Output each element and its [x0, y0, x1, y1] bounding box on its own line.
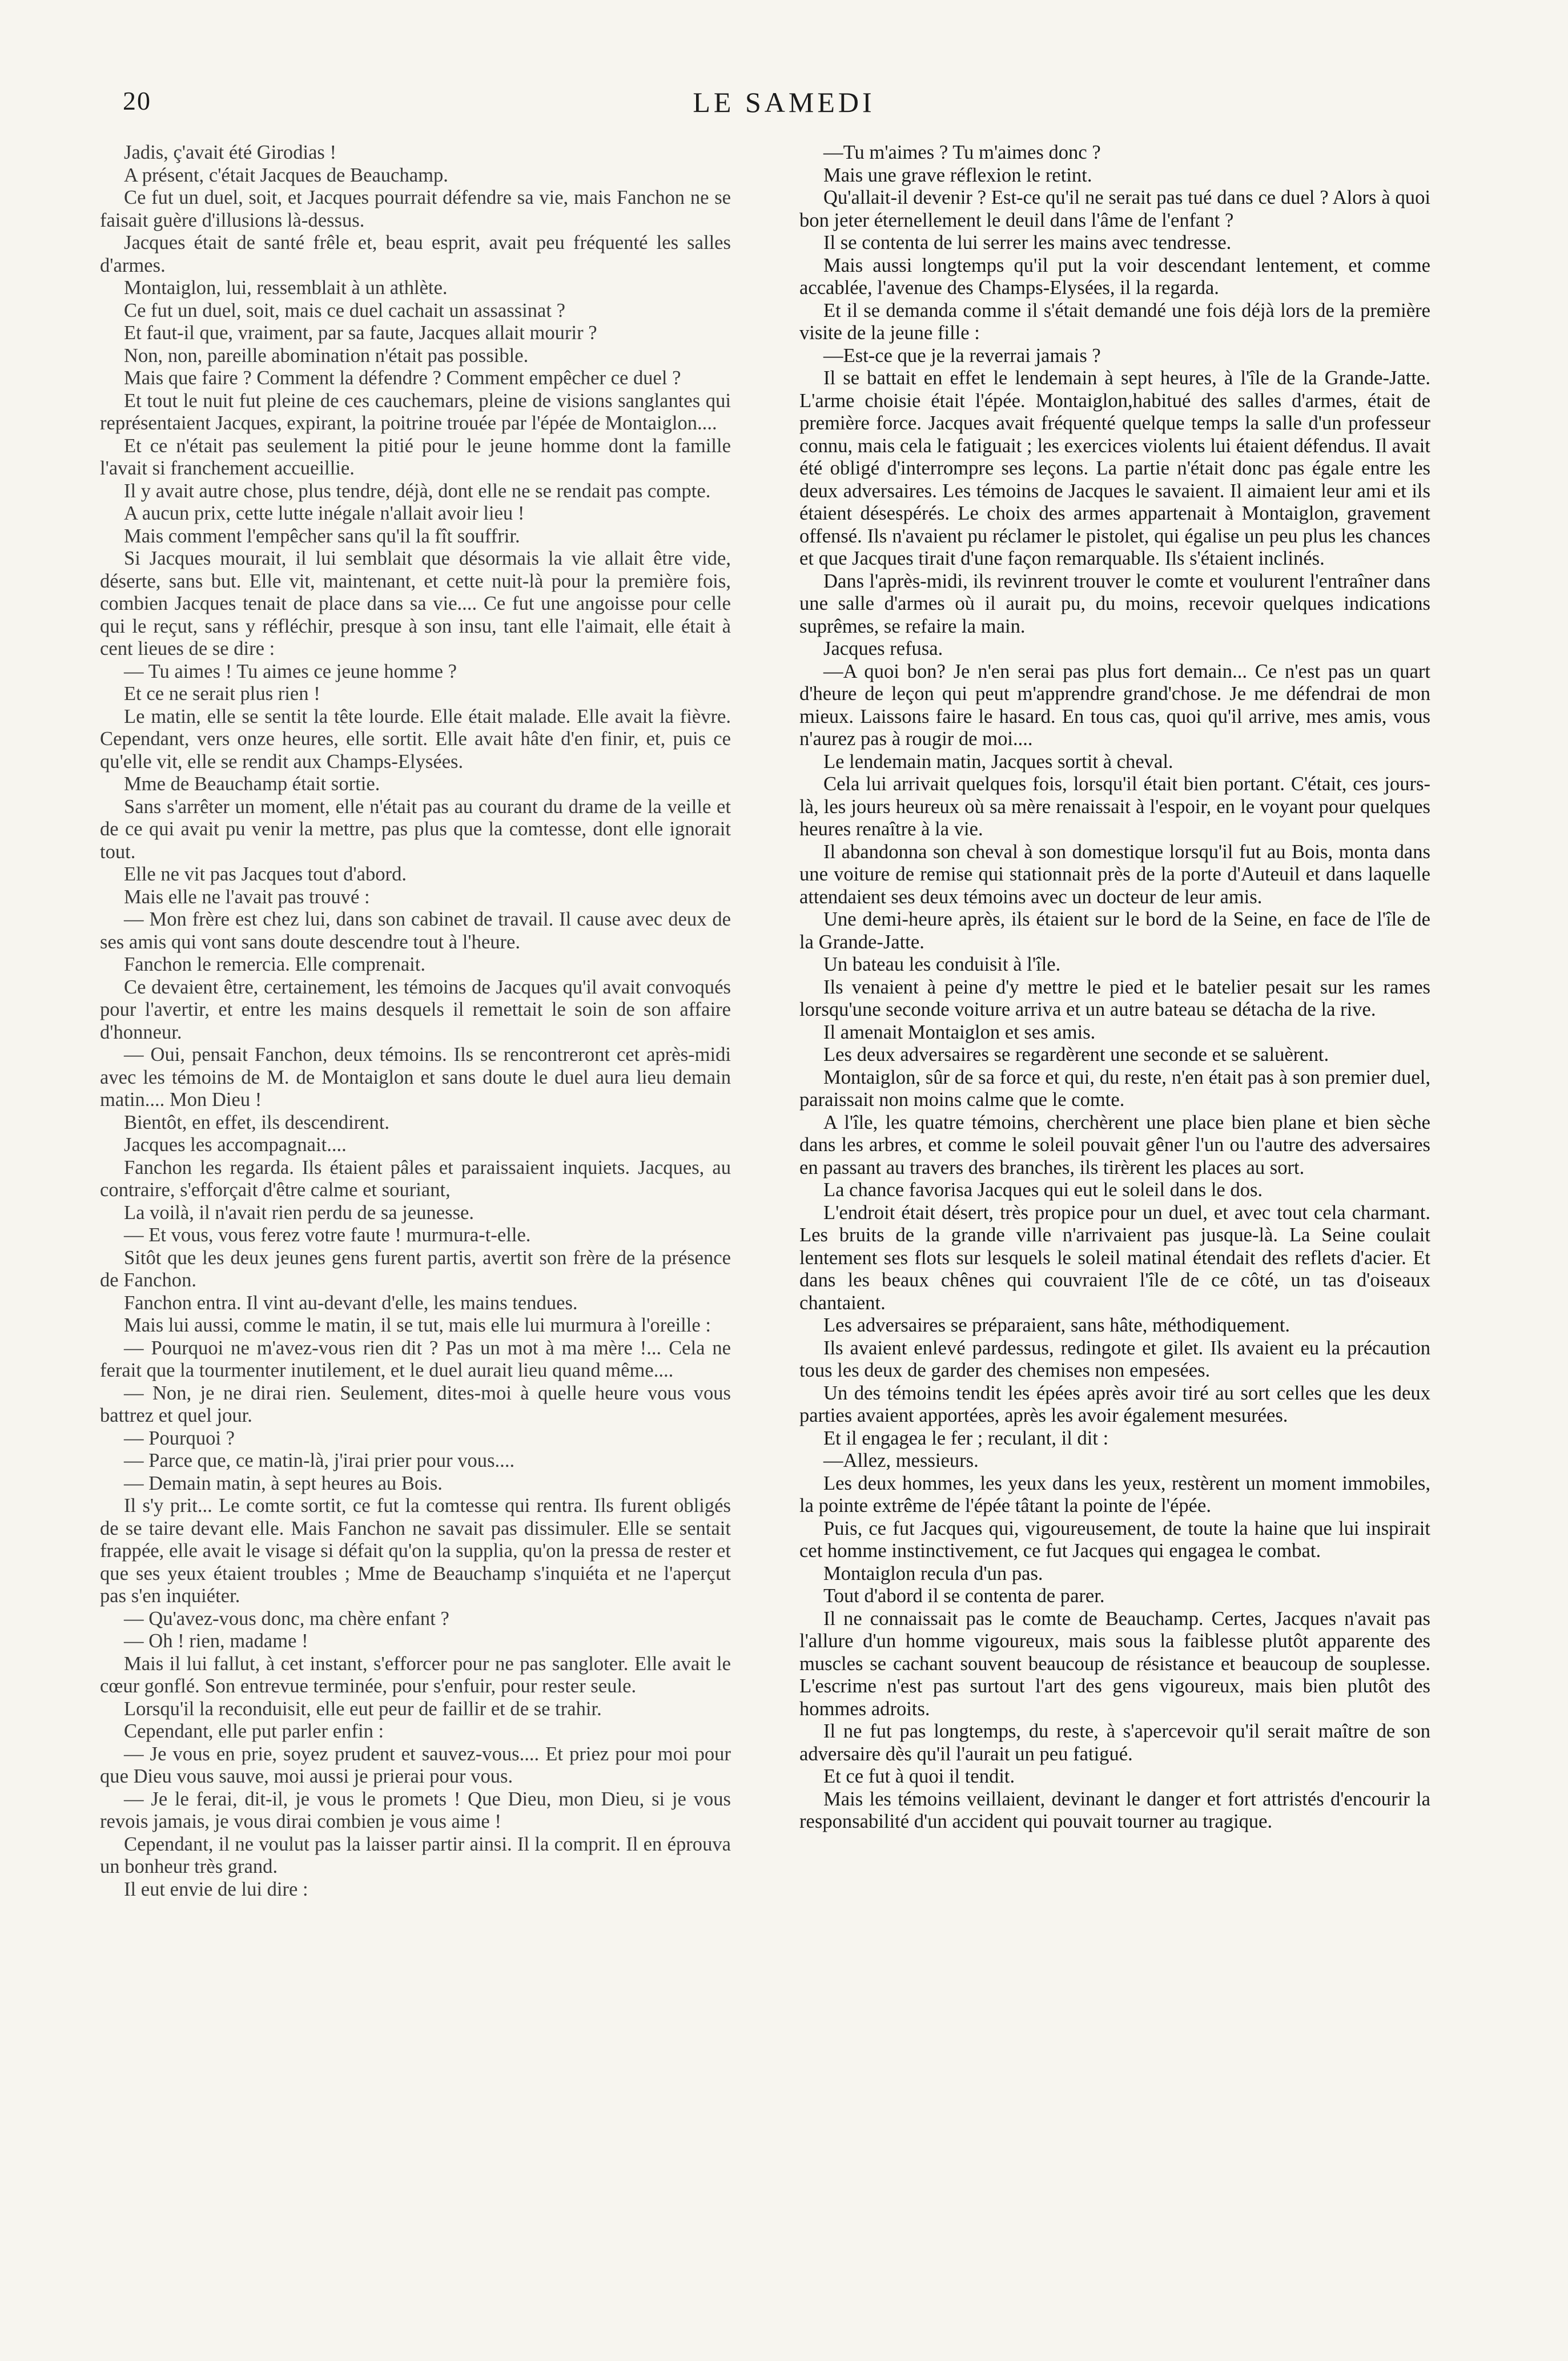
paragraph: Il s'y prit... Le comte sortit, ce fut la comtesse qui rentra. Ils furent obligés de se taire devant elle. Mais Fanchon ne savait pas dissimuler. Elle se sentait frappée, elle avait le visage si défait qu'on la supplia, qu'on la pressa de rester et que ses yeux étaient troubles ; Mme de Beauchamp s'inquiéta et ne l'aperçut pas s'en inquiéter.: [100, 1495, 731, 1607]
paragraph: — Et vous, vous ferez votre faute ! murmura-t-elle.: [124, 1224, 531, 1246]
paragraph: La voilà, il n'avait rien perdu de sa jeunesse.: [124, 1201, 475, 1224]
paragraph: A présent, c'était Jacques de Beauchamp.: [124, 164, 448, 186]
paragraph: Lorsqu'il la reconduisit, elle eut peur de faillir et de se trahir.: [124, 1698, 602, 1720]
paragraph: — Tu aimes ! Tu aimes ce jeune homme ?: [124, 660, 457, 682]
paragraph: Mais que faire ? Comment la défendre ? Comment empêcher ce duel ?: [124, 367, 681, 389]
paragraph: La chance favorisa Jacques qui eut le soleil dans le dos.: [823, 1179, 1263, 1201]
paragraph: A l'île, les quatre témoins, cherchèrent une place bien plane et bien sèche dans les arbres, et comme le soleil pouvait gêner l'un ou l'autre des adversaires en passant au travers des branches, ils tirèrent les places au sort.: [799, 1111, 1430, 1179]
paragraph: Ils avaient enlevé pardessus, redingote et gilet. Ils avaient eu la précaution tous les deux de garder des chemises non empesées.: [799, 1337, 1430, 1381]
paragraph: Cependant, il ne voulut pas la laisser partir ainsi. Il la comprit. Il en éprouva un bonheur très grand.: [100, 1833, 731, 1877]
paragraph: Jacques les accompagnait....: [124, 1134, 347, 1156]
paragraph: —Tu m'aimes ? Tu m'aimes donc ?: [823, 142, 1101, 163]
paragraph: Les adversaires se préparaient, sans hâte, méthodiquement.: [823, 1314, 1290, 1336]
paragraph: L'endroit était désert, très propice pour un duel, et avec tout cela charmant. Les bruits de la grande ville n'arrivaient pas jusque-là. La Seine coulait lentement ses flots sur lesquels le soleil matinal étendait des reflets d'acier. Et dans les beaux chênes qui couvraient l'île de ce côté, un tas d'oiseaux chantaient.: [799, 1201, 1430, 1314]
paragraph: Fanchon le remercia. Elle comprenait.: [124, 954, 426, 975]
paragraph: Mais elle ne l'avait pas trouvé :: [124, 886, 370, 908]
paragraph: Les deux adversaires se regardèrent une seconde et se saluèrent.: [823, 1044, 1329, 1065]
paragraph: Le lendemain matin, Jacques sortit à cheval.: [823, 750, 1173, 773]
paragraph: Le matin, elle se sentit la tête lourde. Elle était malade. Elle avait la fièvre. Cependant, vers onze heures, elle sortit. Elle avait hâte d'en finir, et, puis ce qu'elle vit, elle se rendit aux Champs-Elysées.: [100, 705, 731, 773]
left-text-column: [100, 142, 731, 1901]
paragraph: Et tout le nuit fut pleine de ces cauchemars, pleine de visions sanglantes qui représentaient Jacques, expirant, la poitrine trouée par l'épée de Montaiglon....: [100, 389, 731, 434]
paragraph: Mais les témoins veillaient, devinant le danger et fort attristés d'encourir la responsabilité d'un accident qui pouvait tourner au tragique.: [799, 1788, 1430, 1832]
paragraph: —A quoi bon? Je n'en serai pas plus fort demain... Ce n'est pas un quart d'heure de leçon qui peut m'apprendre grand'chose. Je me défendrai de mon mieux. Laissons faire le hasard. En tous cas, quoi qu'il arrive, mes amis, vous n'aurez pas à rougir de moi....: [799, 660, 1430, 750]
paragraph: Dans l'après-midi, ils revinrent trouver le comte et voulurent l'entraîner dans une salle d'armes où il aurait pu, du moins, recevoir quelques indications suprêmes, se refaire la main.: [799, 570, 1430, 637]
paragraph: Puis, ce fut Jacques qui, vigoureusement, de toute la haine que lui inspirait cet homme instinctivement, ce fut Jacques qui engagea le combat.: [799, 1517, 1430, 1562]
paragraph: Il se battait en effet le lendemain à sept heures, à l'île de la Grande-Jatte. L'arme choisie était l'épée. Montaiglon,habitué des salles d'armes, était de première force. Jacques avait fréquenté quelque temps la salle d'un professeur connu, mais cela le fatiguait ; les exercices violents lui étaient défendus. Il avait été obligé d'interrompre ses leçons. La partie n'était donc pas égale entre les deux adversaires. Les témoins de Jacques le savaient. Il aimaient leur ami et ils étaient désespérés. Le choix des armes appartenait à Montaiglon, gravement offensé. Ils n'avaient pu réclamer le pistolet, qui égalise un peu plus les chances et que Jacques tirait d'une façon remarquable. Ils s'étaient inclinés.: [799, 367, 1430, 569]
paragraph: Un des témoins tendit les épées après avoir tiré au sort celles que les deux parties avaient apportées, après les avoir également mesurées.: [799, 1382, 1430, 1426]
paragraph: Il ne connaissait pas le comte de Beauchamp. Certes, Jacques n'avait pas l'allure d'un homme vigoureux, mais sous la faiblesse plutôt apparente des muscles se cachant souvent beaucoup de résistance et beaucoup de souplesse. L'escrime n'est pas surtout l'art des gens vigoureux, mais bien plutôt des hommes adroits.: [799, 1607, 1430, 1720]
page-header: [0, 86, 1568, 126]
paragraph: Mais lui aussi, comme le matin, il se tut, mais elle lui murmura à l'oreille :: [124, 1314, 711, 1336]
paragraph: — Demain matin, à sept heures au Bois.: [124, 1472, 443, 1494]
page-number: 20: [123, 86, 151, 115]
paragraph: Tout d'abord il se contenta de parer.: [823, 1585, 1105, 1607]
paragraph: — Oh ! rien, madame !: [124, 1630, 308, 1652]
paragraph: Ce fut un duel, soit, et Jacques pourrait défendre sa vie, mais Fanchon ne se faisait guère d'illusions là-dessus.: [100, 187, 731, 231]
paragraph: Et il engagea le fer ; reculant, il dit :: [823, 1427, 1109, 1449]
paragraph: — Parce que, ce matin-là, j'irai prier pour vous....: [124, 1450, 515, 1471]
paragraph: Mais comment l'empêcher sans qu'il la fît souffrir.: [124, 525, 520, 547]
paragraph: Les deux hommes, les yeux dans les yeux, restèrent un moment immobiles, la pointe extrême de l'épée tâtant la pointe de l'épée.: [799, 1472, 1430, 1517]
paragraph: —Est-ce que je la reverrai jamais ?: [823, 344, 1101, 367]
paragraph: Qu'allait-il devenir ? Est-ce qu'il ne serait pas tué dans ce duel ? Alors à quoi bon jeter éternellement le deuil dans l'âme de l'enfant ?: [799, 187, 1430, 231]
paragraph: Mais aussi longtemps qu'il put la voir descendant lentement, et comme accablée, l'avenue des Champs-Elysées, il la regarda.: [799, 254, 1430, 299]
paragraph: — Pourquoi ?: [124, 1427, 235, 1449]
paragraph: Mais il lui fallut, à cet instant, s'efforcer pour ne pas sangloter. Elle avait le cœur gonflé. Son entrevue terminée, pour s'enfuir, pour rester seule.: [100, 1652, 731, 1697]
paragraph: Et il se demanda comme il s'était demandé une fois déjà lors de la première visite de la jeune fille :: [799, 299, 1430, 344]
paragraph: Fanchon entra. Il vint au-devant d'elle, les mains tendues.: [124, 1292, 578, 1314]
paragraph: Il se contenta de lui serrer les mains avec tendresse.: [823, 232, 1232, 254]
paragraph: Mme de Beauchamp était sortie.: [124, 773, 380, 795]
paragraph: Et ce fut à quoi il tendit.: [823, 1765, 1015, 1787]
paragraph: Si Jacques mourait, il lui semblait que désormais la vie allait être vide, déserte, sans but. Elle vit, maintenant, et cette nuit-là pour la première fois, combien Jacques tenait de place dans sa vie.... Ce fut une angoisse pour celle qui le reçut, sans y réfléchir, presque à son insu, tant elle l'aimait, elle était à cent lieues de se dire :: [100, 548, 731, 659]
paragraph: Non, non, pareille abomination n'était pas possible.: [124, 344, 529, 367]
paragraph: Cela lui arrivait quelques fois, lorsqu'il était bien portant. C'était, ces jours-là, les jours heureux où sa mère renaissait à l'espoir, en le voyant pour quelques heures renaître à la vie.: [799, 773, 1430, 840]
paragraph: —Allez, messieurs.: [823, 1450, 979, 1471]
paragraph: Fanchon les regarda. Ils étaient pâles et paraissaient inquiets. Jacques, au contraire, s'efforçait d'être calme et souriant,: [100, 1156, 731, 1201]
paragraph: Montaiglon recula d'un pas.: [823, 1562, 1043, 1584]
paragraph: Ce fut un duel, soit, mais ce duel cachait un assassinat ?: [124, 299, 565, 321]
paragraph: Il y avait autre chose, plus tendre, déjà, dont elle ne se rendait pas compte.: [124, 480, 711, 502]
paragraph: A aucun prix, cette lutte inégale n'allait avoir lieu !: [124, 502, 525, 524]
paragraph: Montaiglon, sûr de sa force et qui, du reste, n'en était pas à son premier duel, paraissait non moins calme que le comte.: [799, 1066, 1430, 1111]
paragraph: Jadis, ç'avait été Girodias !: [124, 142, 337, 163]
paragraph: Montaiglon, lui, ressemblait à un athlète.: [124, 277, 448, 299]
paragraph: Il abandonna son cheval à son domestique lorsqu'il fut au Bois, monta dans une voiture de remise qui stationnait près de la porte d'Auteuil et dans laquelle attendaient ses deux témoins avec un docteur de leur amis.: [799, 840, 1430, 908]
paragraph: — Oui, pensait Fanchon, deux témoins. Ils se rencontreront cet après-midi avec les témoins de M. de Montaiglon et sans doute le duel aura lieu demain matin.... Mon Dieu !: [100, 1044, 731, 1111]
paragraph: Jacques était de santé frêle et, beau esprit, avait peu fréquenté les salles d'armes.: [100, 232, 731, 276]
paragraph: Une demi-heure après, ils étaient sur le bord de la Seine, en face de l'île de la Grande-Jatte.: [799, 908, 1430, 953]
right-text-column: [799, 142, 1430, 1833]
paragraph: Cependant, elle put parler enfin :: [124, 1720, 384, 1742]
paragraph: Sitôt que les deux jeunes gens furent partis, avertit son frère de la présence de Fanchon.: [100, 1246, 731, 1291]
paragraph: Et ce ne serait plus rien !: [124, 683, 320, 705]
running-title: LE SAMEDI: [693, 86, 875, 118]
paragraph: — Pourquoi ne m'avez-vous rien dit ? Pas un mot à ma mère !... Cela ne ferait que la tourmenter inutilement, et le duel aurait lieu quand même....: [100, 1337, 731, 1381]
paragraph: Bientôt, en effet, ils descendirent.: [124, 1111, 390, 1133]
paragraph: Et faut-il que, vraiment, par sa faute, Jacques allait mourir ?: [124, 322, 597, 344]
paragraph: Mais une grave réflexion le retint.: [823, 164, 1092, 186]
paragraph: Ils venaient à peine d'y mettre le pied et le batelier pesait sur les rames lorsqu'une seconde voiture arriva et un autre bateau se détacha de la rive.: [799, 976, 1430, 1020]
paragraph: Ce devaient être, certainement, les témoins de Jacques qu'il avait convoqués pour l'avertir, et entre les mains desquels il remettait le soin de son affaire d'honneur.: [100, 976, 731, 1043]
paragraph: Un bateau les conduisit à l'île.: [823, 954, 1061, 975]
paragraph: Il ne fut pas longtemps, du reste, à s'apercevoir qu'il serait maître de son adversaire dès qu'il l'aurait un peu fatigué.: [799, 1720, 1430, 1765]
paragraph: — Non, je ne dirai rien. Seulement, dites-moi à quelle heure vous vous battrez et quel jour.: [100, 1382, 731, 1426]
paragraph: Il eut envie de lui dire :: [124, 1878, 308, 1900]
paragraph: Il amenait Montaiglon et ses amis.: [823, 1021, 1096, 1043]
paragraph: Elle ne vit pas Jacques tout d'abord.: [124, 863, 407, 885]
paragraph: — Mon frère est chez lui, dans son cabinet de travail. Il cause avec deux de ses amis qui vont sans doute descendre tout à l'heure.: [100, 908, 731, 953]
paragraph: — Je le ferai, dit-il, je vous le promets ! Que Dieu, mon Dieu, si je vous revois jamais, je vous dirai combien je vous aime !: [100, 1788, 731, 1832]
paragraph: — Je vous en prie, soyez prudent et sauvez-vous.... Et priez pour moi pour que Dieu vous sauve, moi aussi je prierai pour vous.: [100, 1743, 731, 1787]
paragraph: Jacques refusa.: [823, 638, 943, 659]
paragraph: Sans s'arrêter un moment, elle n'était pas au courant du drame de la veille et de ce qui avait pu venir la mettre, pas plus que la comtesse, dont elle ignorait tout.: [100, 795, 731, 863]
paragraph: — Qu'avez-vous donc, ma chère enfant ?: [124, 1607, 449, 1630]
paragraph: Et ce n'était pas seulement la pitié pour le jeune homme dont la famille l'avait si franchement accueillie.: [100, 435, 731, 479]
